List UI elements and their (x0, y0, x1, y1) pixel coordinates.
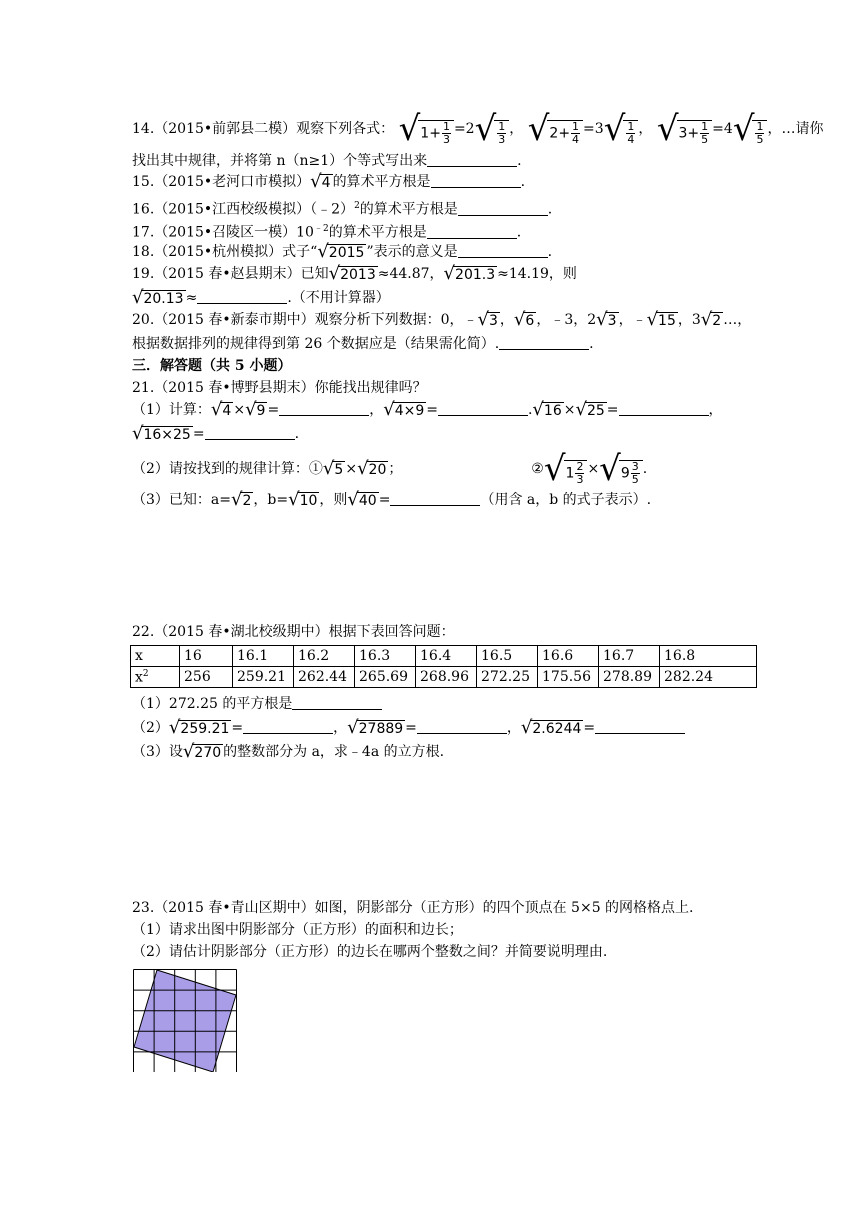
table-cell: 16.7 (599, 646, 660, 667)
q19-line1: 19.（2015 春•赵县期末）已知 √ 2013 ≈44.87， √ 201.3 ≈14.19，则 (132, 263, 577, 284)
answer-blank[interactable] (438, 401, 528, 416)
q17-line: 17.（2015•召陵区一模）$10^{﹣2}$的算术平方根是 . (132, 224, 522, 241)
table-cell: 16.4 (416, 646, 477, 667)
q18-line: 18.（2015•杭州模拟）式子“ √ 2015 ”表示的意义是 . (132, 241, 553, 262)
table-cell: 262.44 (294, 667, 355, 688)
shaded-square (134, 970, 236, 1072)
sqrt-expr: √ 2 (230, 489, 252, 510)
q22-part1: （1）272.25 的平方根是 (132, 694, 382, 714)
table-cell: 16.3 (355, 646, 416, 667)
q22-part3: （3）设 √ 270 的整数部分为 a，求﹣4a 的立方根. (132, 741, 445, 762)
q21-part1-line2: √ 16×25 = . (132, 423, 300, 444)
q22-title: 22.（2015 春•湖北校级期中）根据下表回答问题： (132, 624, 455, 640)
q23-part2: （2）请估计阴影部分（正方形）的边长在哪两个整数之间？并简要说明理由. (132, 944, 608, 960)
q19-line2: √ 20.13 ≈ .（不用计算器） (132, 287, 390, 308)
table-cell: 175.56 (538, 667, 599, 688)
sqrt-expr: √ 259.21 (168, 717, 230, 738)
table-cell: 282.24 (660, 667, 757, 688)
sqrt-expr: √ 9 $\frac{3}{5}$ (599, 452, 643, 486)
sqrt-expr: √ 25 (575, 399, 605, 420)
sqrt-expr: √ 4 (210, 399, 232, 420)
answer-blank[interactable] (279, 401, 369, 416)
answer-blank[interactable] (197, 289, 287, 304)
table-cell: 16.2 (294, 646, 355, 667)
sqrt-expr: √ 1+ $\frac{1}{3}$ (399, 112, 454, 146)
table-cell: x (131, 646, 180, 667)
q14-line1: 14.（2015•前郭县二模）观察下列各式： √ 1+ $\frac{1}{3}$ =2 √ $\frac{1}{3}$ ， √ 2+ $\frac{1}{4}$ =3 √ $\frac{1}{4}$ ， √ 3+ $\frac{1}{5}$ =4 √ $\frac{1}{5}$ ，…请你 (132, 109, 824, 149)
sqrt-expr: √ 2013 (328, 263, 376, 284)
table-cell: 16.6 (538, 646, 599, 667)
sqrt-expr: √ 6 (513, 309, 535, 330)
sqrt-expr: √ 40 (347, 489, 377, 510)
q21-part1-line1: （1）计算： √ 4 × √ 9 = ， √ 4×9 = . √ 16 × √ 25 = ， (132, 399, 723, 420)
answer-blank[interactable] (390, 491, 480, 506)
sqrt-expr: √ 201.3 (443, 263, 496, 284)
q23-title: 23.（2015 春•青山区期中）如图，阴影部分（正方形）的四个顶点在 5×5 的网格格点上. (132, 900, 694, 916)
q21-part3: （3）已知：a= √ 2 ，b= √ 10 ，则 √ 40 = （用含 a，b 的式子表示）. (132, 489, 652, 510)
sqrt-expr: √ 5 (322, 458, 344, 479)
answer-blank[interactable] (292, 695, 382, 710)
sqrt-expr: √ 15 (646, 309, 676, 330)
table-cell: 16.5 (477, 646, 538, 667)
table-cell: 272.25 (477, 667, 538, 688)
table-cell: 265.69 (355, 667, 416, 688)
sqrt-expr: √ 2 (700, 309, 722, 330)
sqrt-expr: √ 20 (357, 458, 387, 479)
sqrt-expr: √ 2.6244 (520, 717, 582, 738)
answer-blank[interactable] (458, 243, 548, 258)
sqrt-expr: √ 4 (310, 171, 331, 192)
answer-blank[interactable] (417, 719, 507, 734)
table-cell: 16.8 (660, 646, 757, 667)
answer-blank[interactable] (427, 224, 517, 239)
q16-line: 16.（2015•江西校级模拟）（﹣2）$^2$的算术平方根是 . (132, 201, 553, 218)
answer-blank[interactable] (499, 335, 589, 350)
q15-line: 15.（2015•老河口市模拟） √ 4 的算术平方根是 . (132, 171, 526, 192)
sqrt-expr: √ 16×25 (132, 423, 191, 444)
sqrt-expr: √ 4×9 (383, 399, 425, 420)
answer-blank[interactable] (458, 201, 548, 216)
sqrt-expr: √ 2015 (317, 241, 365, 262)
q14-prefix: 14.（2015•前郭县二模）观察下列各式： (132, 121, 395, 137)
table-cell: 256 (180, 667, 233, 688)
table-row (131, 646, 757, 667)
square-table (130, 645, 757, 688)
sqrt-expr: √ 2+ $\frac{1}{4}$ (528, 112, 583, 146)
sqrt-expr: √ 3+ $\frac{1}{5}$ (657, 112, 712, 146)
q21-title: 21.（2015 春•博野县期末）你能找出规律吗？ (132, 380, 427, 396)
q23-part1: （1）请求出图中阴影部分（正方形）的面积和边长； (132, 922, 463, 938)
grid-figure (132, 968, 238, 1072)
sqrt-expr: √ 270 (182, 741, 222, 762)
sqrt-expr: √ 20.13 (132, 287, 184, 308)
q20-line1: 20.（2015 春•新泰市期中）观察分析下列数据：0，﹣ √ 3 ， √ 6 ，﹣3，2 √ 3 ，﹣ √ 15 ，3 √ 2 …， (132, 309, 752, 330)
table-cell: $x^2$ (131, 667, 180, 688)
answer-blank[interactable] (619, 401, 709, 416)
answer-blank[interactable] (205, 425, 295, 440)
q14-line2: 找出其中规律，并将第 n（n≥1）个等式写出来 . (132, 153, 522, 169)
q21-part2: （2）请按找到的规律计算：① √ 5 × √ 20 ； ② √ 1 $\frac{2}{3}$ × √ 9 $\frac{3}{5}$ . (132, 449, 648, 489)
answer-blank[interactable] (431, 173, 521, 188)
table-cell: 268.96 (416, 667, 477, 688)
table-cell: 16.1 (233, 646, 294, 667)
sqrt-expr: √ 9 (245, 399, 266, 420)
table-cell: 16 (180, 646, 233, 667)
sqrt-expr: √ 10 (288, 489, 318, 510)
answer-blank[interactable] (595, 719, 685, 734)
q20-line2: 根据数据排列的规律得到第 26 个数据应是（结果需化简）. . (132, 336, 594, 352)
table-cell: 259.21 (233, 667, 294, 688)
table-cell: 278.89 (599, 667, 660, 688)
answer-blank[interactable] (427, 152, 517, 167)
answer-blank[interactable] (243, 719, 333, 734)
sqrt-expr: √ $\frac{1}{4}$ (604, 112, 639, 146)
sqrt-expr: √ $\frac{1}{5}$ (733, 112, 768, 146)
sqrt-expr: √ 1 $\frac{2}{3}$ (544, 452, 588, 486)
q22-part2: （2） √ 259.21 = ， √ 27889 = ， √ 2.6244 = (132, 718, 685, 738)
section-heading: 三．解答题（共 5 小题） (132, 358, 292, 374)
sqrt-expr: √ 3 (477, 309, 498, 330)
sqrt-expr: √ 27889 (347, 717, 404, 738)
sqrt-expr: √ $\frac{1}{3}$ (475, 112, 510, 146)
table-row (131, 667, 757, 688)
sqrt-expr: √ 3 (596, 309, 617, 330)
sqrt-expr: √ 16 (532, 399, 562, 420)
